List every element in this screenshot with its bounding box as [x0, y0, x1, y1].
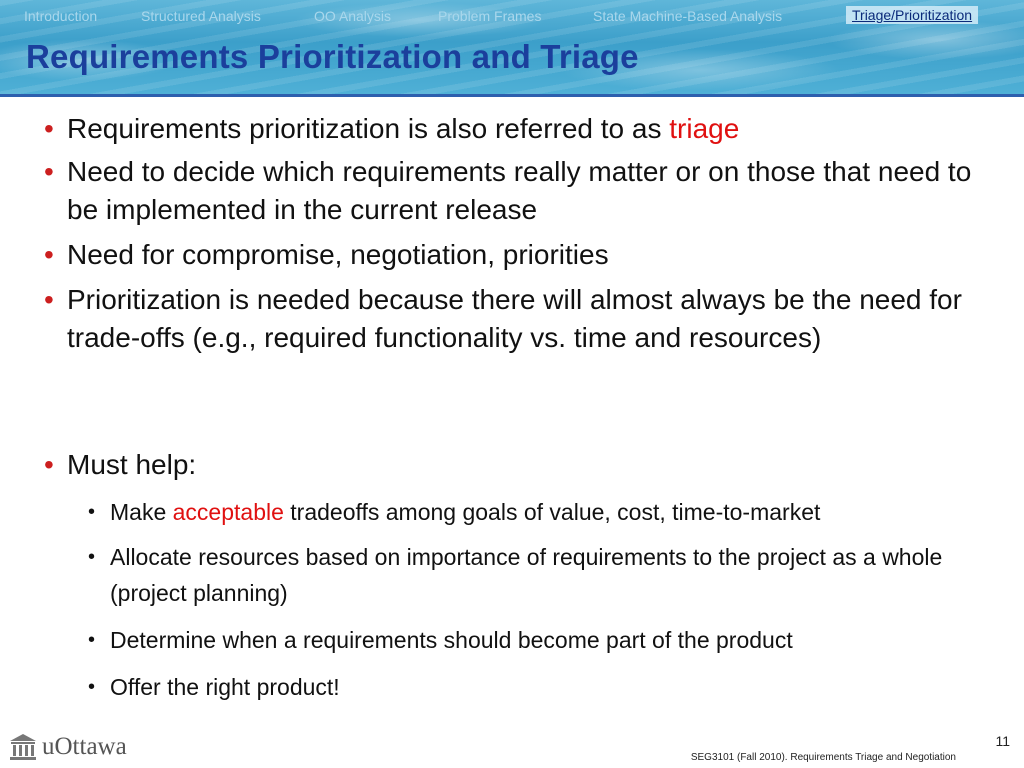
footer-course-text: SEG3101 (Fall 2010). Requirements Triage and Negotiation [690, 752, 956, 763]
bullet-item [44, 281, 984, 357]
emphasis-text: triage [669, 113, 740, 144]
section-nav [0, 6, 1024, 28]
slide-header [0, 0, 1024, 94]
bullet-text: Prioritization is needed because there will almost always be the need for trade-offs (e.g., required functionality vs. time and resources) [67, 284, 962, 353]
sub-bullet-item [88, 539, 1000, 611]
sub-bullet-item [88, 494, 1008, 530]
sub-bullet-text: Determine when a requirements should become part of the product [110, 627, 793, 653]
nav-item-state-machine-analysis[interactable]: State Machine-Based Analysis [593, 8, 783, 24]
sub-bullet-dot-icon: • [88, 501, 96, 523]
bullet-item [44, 153, 1004, 229]
logo-text: uOttawa [42, 733, 127, 760]
sub-bullet-text: Offer the right product! [110, 674, 340, 700]
nav-item-introduction[interactable]: Introduction [24, 8, 98, 24]
bullet-dot-icon: • [44, 113, 54, 144]
sub-bullet-dot-icon: • [88, 546, 96, 568]
sub-bullet-text: Make [110, 499, 173, 525]
bullet-dot-icon: • [44, 284, 54, 315]
bullet-text: Need to decide which requirements really matter or on those that need to be implemented in the current release [67, 156, 972, 225]
bullet-item [44, 236, 1004, 274]
nav-item-triage-prioritization[interactable]: Triage/Prioritization [846, 6, 978, 24]
bullet-item [44, 446, 1004, 484]
nav-item-oo-analysis[interactable]: OO Analysis [314, 8, 392, 24]
sub-bullet-text: tradeoffs among goals of value, cost, time-to-market [283, 499, 821, 525]
bullet-text: Need for compromise, negotiation, priorities [67, 239, 609, 270]
nav-item-structured-analysis[interactable]: Structured Analysis [141, 8, 261, 24]
sub-bullet-dot-icon: • [88, 676, 96, 698]
bullet-dot-icon: • [44, 239, 54, 270]
bullet-item [44, 110, 1004, 148]
header-divider [0, 94, 1024, 97]
sub-bullet-item [88, 622, 1008, 658]
page-number: 11 [995, 733, 1010, 749]
nav-item-problem-frames[interactable]: Problem Frames [438, 8, 542, 24]
bullet-dot-icon: • [44, 449, 54, 480]
slide-title: Requirements Prioritization and Triage [26, 38, 639, 75]
bullet-text: Must help: [67, 449, 197, 480]
bullet-dot-icon: • [44, 156, 54, 187]
building-logo-icon [8, 732, 38, 762]
sub-bullet-text: Allocate resources based on importance of requirements to the project as a whole (project planning) [110, 544, 943, 606]
university-logo [8, 730, 127, 764]
emphasis-text: acceptable [172, 499, 284, 525]
sub-bullet-dot-icon: • [88, 629, 96, 651]
sub-bullet-item [88, 669, 1008, 705]
bullet-text: Requirements prioritization is also referred to as [67, 113, 670, 144]
